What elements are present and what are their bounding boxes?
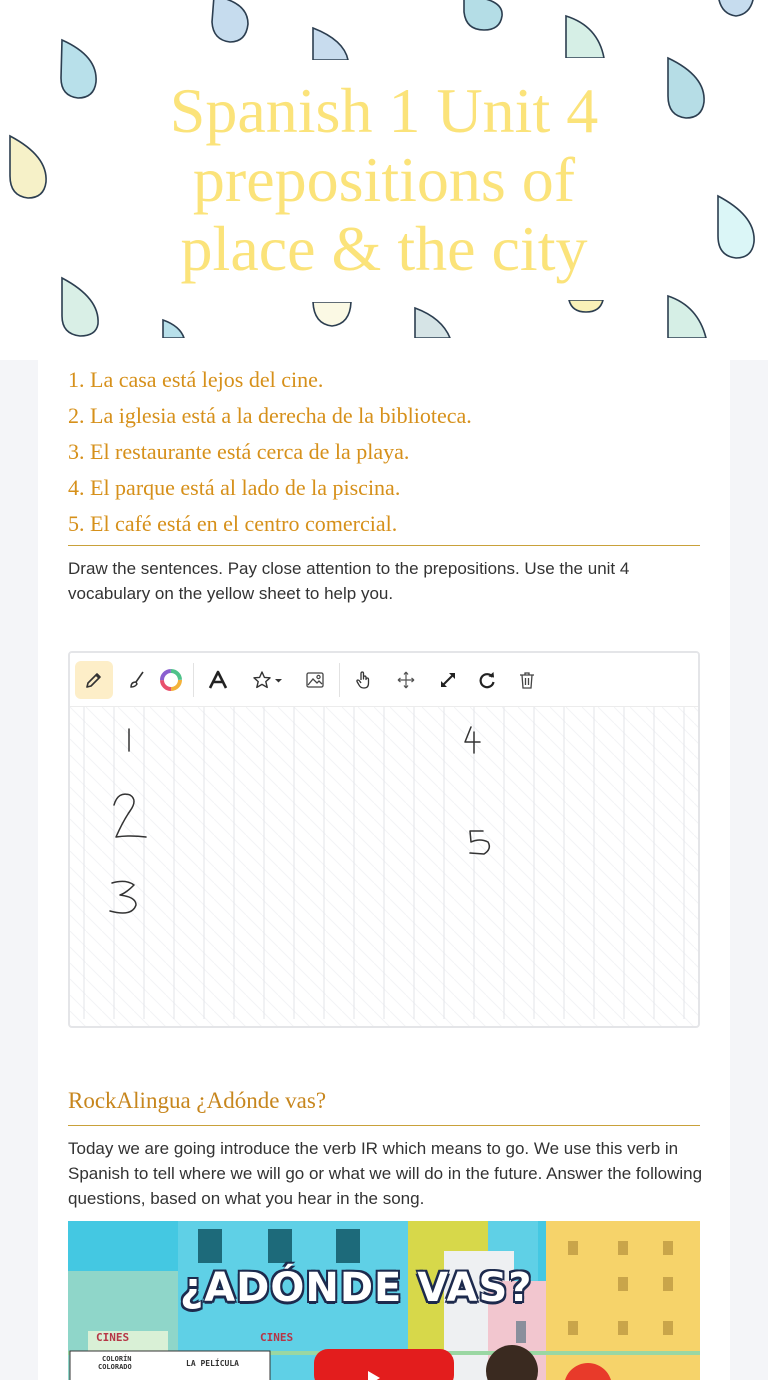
hand-tool-button[interactable] <box>345 661 383 699</box>
fullscreen-button[interactable] <box>429 661 467 699</box>
move-tool-button[interactable] <box>387 661 425 699</box>
raindrop-decoration <box>58 276 102 338</box>
raindrop-decoration <box>310 26 350 60</box>
sentence-item: 4. El parque está al lado de la piscina. <box>68 475 401 500</box>
video-thumbnail[interactable] <box>68 1221 700 1380</box>
image-tool-button[interactable] <box>296 661 334 699</box>
play-icon[interactable] <box>364 1369 384 1380</box>
brush-tool-button[interactable] <box>118 661 156 699</box>
video-sign: CINES <box>96 1331 130 1344</box>
video-title: ¿ADÓNDE VAS? <box>180 1265 533 1311</box>
raindrop-decoration <box>566 300 606 314</box>
delete-button[interactable] <box>508 661 546 699</box>
toolbar-separator <box>193 663 194 697</box>
raindrop-decoration <box>664 56 708 120</box>
redo-button[interactable] <box>468 661 506 699</box>
pencil-tool-button[interactable] <box>75 661 113 699</box>
sentence-item: 2. La iglesia está a la derecha de la biblioteca. <box>68 403 472 428</box>
text-tool-button[interactable] <box>199 661 237 699</box>
raindrop-decoration <box>160 318 188 338</box>
color-picker-button[interactable] <box>152 661 190 699</box>
raindrop-decoration <box>6 134 50 200</box>
sentence-item: 3. El restaurante está cerca de la playa. <box>68 439 410 464</box>
section-heading: RockAlingua ¿Adónde vas? <box>68 1088 327 1113</box>
pencil-icon <box>84 670 104 690</box>
raindrop-decoration <box>412 306 452 338</box>
move-icon <box>396 670 416 690</box>
redo-icon <box>477 670 497 690</box>
sentence-item: 1. La casa está lejos del cine. <box>68 367 324 392</box>
raindrop-decoration <box>664 294 708 338</box>
video-sign: CINES <box>260 1331 294 1344</box>
trash-icon <box>517 670 537 690</box>
color-wheel-icon <box>160 669 182 691</box>
star-icon <box>252 670 284 690</box>
raindrop-decoration <box>58 38 100 100</box>
raindrop-decoration <box>208 0 252 44</box>
notebook-lines <box>70 707 700 1027</box>
section-divider <box>68 1125 700 1126</box>
brush-icon <box>127 670 147 690</box>
stamp-tool-button[interactable] <box>246 661 290 699</box>
hand-icon <box>354 670 374 690</box>
drawing-toolbar <box>70 653 698 707</box>
section-description: Today we are going introduce the verb IR which means to go. We use this verb in Spanish to tell where we will go or what we will do in the future. Answer the following questions, based on what you hear in the song. <box>68 1139 703 1208</box>
worksheet-card <box>38 360 730 1380</box>
image-icon <box>305 670 325 690</box>
raindrop-decoration <box>714 0 758 20</box>
raindrop-decoration <box>714 194 758 260</box>
toolbar-separator <box>339 663 340 697</box>
drawing-widget <box>68 651 700 1028</box>
expand-icon <box>438 670 458 690</box>
section-divider <box>68 545 700 546</box>
header-banner <box>0 0 768 360</box>
video-sign: COLORÍN <box>102 1355 132 1363</box>
raindrop-decoration <box>310 302 354 328</box>
text-icon <box>207 669 229 691</box>
drawing-instructions: Draw the sentences. Pay close attention to the prepositions. Use the unit 4 vocabulary on the yellow sheet to help you. <box>68 559 630 603</box>
raindrop-decoration <box>562 14 606 58</box>
drawing-canvas[interactable] <box>70 707 698 1027</box>
video-sign: COLORADO <box>98 1363 132 1371</box>
sentence-list <box>68 362 700 542</box>
sentence-item: 5. El café está en el centro comercial. <box>68 511 398 536</box>
page-title: Spanish 1 Unit 4 prepositions of place & the city <box>169 75 599 284</box>
video-sign: LA PELÍCULA <box>186 1359 239 1368</box>
raindrop-decoration <box>460 0 506 34</box>
